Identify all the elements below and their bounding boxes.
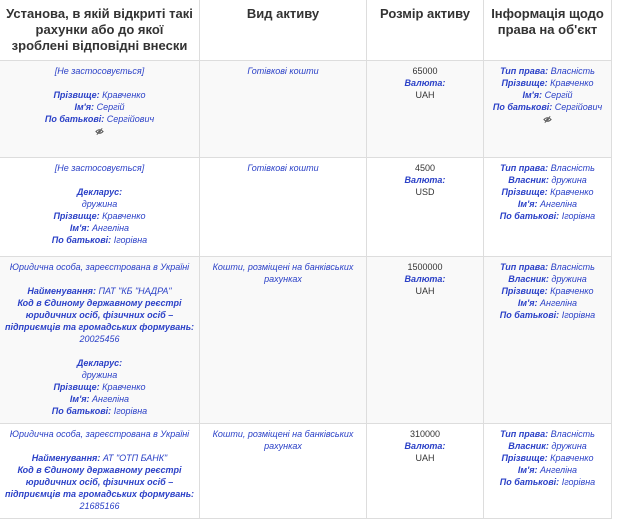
- table-header-row: [0, 0, 612, 61]
- surname-value: Кравченко: [102, 90, 146, 100]
- header-asset-size: Розмір активу: [367, 0, 484, 61]
- institution-type: [Не застосовується]: [54, 66, 145, 76]
- asset-type-value: Готівкові кошти: [247, 66, 319, 76]
- right-type-label: Тип права:: [500, 429, 549, 439]
- asset-amount: 310000: [409, 429, 441, 439]
- right-type-label: Тип права:: [500, 262, 549, 272]
- name-label: Ім'я:: [69, 394, 90, 404]
- declarant-label: Декларус:: [76, 187, 123, 197]
- name-value: Сергій: [96, 102, 125, 112]
- surname-label: Прізвище:: [501, 187, 548, 197]
- surname-value: Кравченко: [550, 78, 594, 88]
- rights-cell: [484, 61, 612, 158]
- right-type-value: Власність: [550, 163, 595, 173]
- declarant-value: дружина: [81, 370, 118, 380]
- organization-value: АТ "ОТП БАНК": [102, 453, 168, 463]
- owner-label: Власник:: [508, 274, 549, 284]
- owner-value: дружина: [551, 441, 587, 451]
- name-label: Ім'я:: [69, 223, 90, 233]
- currency-value: UAH: [415, 286, 435, 296]
- patronymic-label: По батькові:: [492, 102, 553, 112]
- rights-cell: [484, 158, 612, 257]
- asset-size-cell: [367, 61, 484, 158]
- surname-value: Кравченко: [550, 187, 594, 197]
- right-type-value: Власність: [550, 262, 595, 272]
- patronymic-value: Ігорівна: [113, 235, 148, 245]
- asset-type-cell: [200, 158, 367, 257]
- rights-cell: [484, 257, 612, 424]
- institution-cell: [0, 424, 200, 519]
- asset-size-cell: [367, 257, 484, 424]
- eye-off-icon[interactable]: [4, 127, 195, 139]
- name-value: Ангеліна: [540, 298, 578, 308]
- currency-label: Валюта:: [404, 175, 446, 185]
- owner-value: дружина: [551, 175, 587, 185]
- name-label: Ім'я:: [517, 199, 538, 209]
- organization-label: Найменування:: [27, 286, 96, 296]
- institution-cell: [0, 257, 200, 424]
- currency-label: Валюта:: [404, 274, 446, 284]
- patronymic-label: По батькові:: [499, 310, 560, 320]
- currency-value: UAH: [415, 90, 435, 100]
- currency-value: USD: [415, 187, 435, 197]
- registry-code-value: 21685166: [79, 501, 120, 511]
- name-label: Ім'я:: [522, 90, 543, 100]
- organization-label: Найменування:: [31, 453, 101, 463]
- header-institution: Установа, в якій відкриті такі рахунки або до якої зроблені відповідні внески: [0, 0, 200, 61]
- eye-off-icon[interactable]: [488, 115, 607, 127]
- currency-label: Валюта:: [404, 78, 446, 88]
- right-type-label: Тип права:: [500, 163, 549, 173]
- owner-label: Власник:: [508, 441, 549, 451]
- declarant-value: дружина: [81, 199, 118, 209]
- institution-type: Юридична особа, зареєстрована в Україні: [9, 262, 190, 272]
- surname-value: Кравченко: [550, 453, 594, 463]
- currency-value: UAH: [415, 453, 435, 463]
- patronymic-label: По батькові:: [51, 235, 112, 245]
- institution-type: Юридична особа, зареєстрована в Україні: [9, 429, 190, 439]
- asset-type-value: Кошти, розміщені на банківських рахунках: [212, 262, 354, 284]
- asset-size-cell: [367, 424, 484, 519]
- patronymic-value: Сергійович: [106, 114, 155, 124]
- rights-cell: [484, 424, 612, 519]
- surname-value: Кравченко: [550, 286, 594, 296]
- patronymic-label: По батькові:: [44, 114, 105, 124]
- asset-amount: 65000: [412, 66, 438, 76]
- registry-code-label: Код в Єдиному державному реєстрі юридичних осіб, фізичних осіб – підприємців та громадських формувань:: [4, 465, 195, 499]
- surname-label: Прізвище:: [53, 90, 100, 100]
- header-rights-info: Інформація щодо права на об'єкт: [484, 0, 612, 61]
- name-value: Ангеліна: [540, 199, 578, 209]
- patronymic-value: Ігорівна: [561, 310, 596, 320]
- registry-code-label: Код в Єдиному державному реєстрі юридичних осіб, фізичних осіб – підприємців та громадських формувань:: [4, 298, 195, 332]
- asset-type-value: Готівкові кошти: [247, 163, 319, 173]
- asset-amount: 1500000: [407, 262, 443, 272]
- owner-label: Власник:: [508, 175, 549, 185]
- header-asset-type: Вид активу: [200, 0, 367, 61]
- table-row: [0, 61, 612, 158]
- surname-value: Кравченко: [102, 382, 146, 392]
- institution-type: [Не застосовується]: [54, 163, 145, 173]
- table-row: [0, 257, 612, 424]
- patronymic-label: По батькові:: [51, 406, 112, 416]
- table-row: [0, 158, 612, 257]
- surname-value: Кравченко: [102, 211, 146, 221]
- asset-type-cell: [200, 424, 367, 519]
- surname-label: Прізвище:: [501, 78, 548, 88]
- name-value: Сергій: [544, 90, 573, 100]
- right-type-value: Власність: [550, 429, 595, 439]
- patronymic-value: Ігорівна: [113, 406, 148, 416]
- right-type-label: Тип права:: [500, 66, 549, 76]
- name-value: Ангеліна: [92, 223, 130, 233]
- patronymic-label: По батькові:: [499, 477, 560, 487]
- patronymic-value: Ігорівна: [561, 211, 596, 221]
- institution-cell: [0, 61, 200, 158]
- name-label: Ім'я:: [517, 298, 538, 308]
- asset-type-cell: [200, 257, 367, 424]
- surname-label: Прізвище:: [53, 382, 100, 392]
- patronymic-label: По батькові:: [499, 211, 560, 221]
- table-row: [0, 424, 612, 519]
- asset-type-cell: [200, 61, 367, 158]
- organization-value: ПАТ "КБ "НАДРА": [98, 286, 172, 296]
- patronymic-value: Сергійович: [554, 102, 603, 112]
- patronymic-value: Ігорівна: [561, 477, 596, 487]
- surname-label: Прізвище:: [501, 453, 548, 463]
- asset-size-cell: [367, 158, 484, 257]
- name-value: Ангеліна: [92, 394, 130, 404]
- surname-label: Прізвище:: [501, 286, 548, 296]
- name-label: Ім'я:: [74, 102, 95, 112]
- asset-amount: 4500: [414, 163, 436, 173]
- asset-type-value: Кошти, розміщені на банківських рахунках: [212, 429, 354, 451]
- declarant-label: Декларус:: [76, 358, 123, 368]
- owner-value: дружина: [551, 274, 587, 284]
- currency-label: Валюта:: [404, 441, 446, 451]
- institution-cell: [0, 158, 200, 257]
- name-label: Ім'я:: [517, 465, 538, 475]
- registry-code-value: 20025456: [79, 334, 120, 344]
- right-type-value: Власність: [550, 66, 595, 76]
- name-value: Ангеліна: [540, 465, 578, 475]
- surname-label: Прізвище:: [53, 211, 100, 221]
